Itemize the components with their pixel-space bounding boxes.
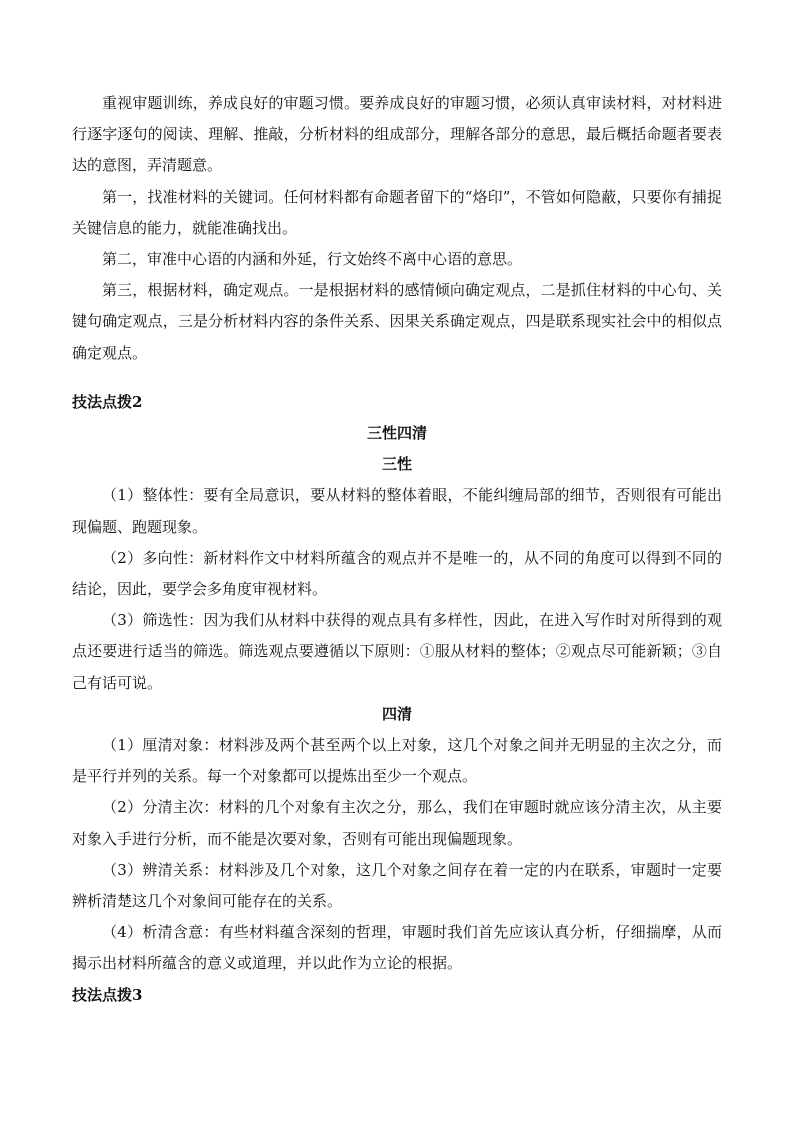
intro-paragraph-2: 第一，找准材料的关键词。任何材料都有命题者留下的“烙印”，不管如何隐蔽，只要你有捕捉关键信息的能力，就能准确找出。 [72, 187, 722, 237]
subtitle-four-clarities: 四清 [381, 704, 412, 723]
four-clarities-item-3: （3）辨清关系：材料涉及几个对象，这几个对象之间存在着一定的内在联系，审题时一定要辨析清楚这几个对象间可能存在的关系。 [72, 860, 722, 911]
four-clarities-item-4: （4）析清含意：有些材料蕴含深刻的哲理，审题时我们首先应该认真分析，仔细揣摩，从而揭示出材料所蕴含的意义或道理，并以此作为立论的根据。 [72, 923, 722, 973]
three-natures-item-1: （1）整体性：要有全局意识，要从材料的整体着眼，不能纠缠局部的细节，否则很有可能出现偏题、跑题现象。 [72, 486, 722, 536]
four-clarities-item-1: （1）厘清对象：材料涉及两个甚至两个以上对象，这几个对象之间并无明显的主次之分，而是平行并列的关系。每一个对象都可以提炼出至少一个观点。 [72, 736, 722, 786]
section-title: 三性四清 [366, 424, 427, 443]
intro-paragraph-4: 第三，根据材料，确定观点。一是根据材料的感情倾向确定观点，二是抓住材料的中心句、关键句确定观点，三是分析材料内容的条件关系、因果关系确定观点，四是联系现实社会中的相似点确定观点。 [72, 281, 722, 362]
three-natures-item-3: （3）筛选性：因为我们从材料中获得的观点具有多样性，因此，在进入写作时对所得到的观点还要进行适当的筛选。筛选观点要遵循以下原则：①服从材料的整体；②观点尽可能新颖；③自己有话可说。 [72, 611, 722, 692]
intro-paragraph-3: 第二，审准中心语的内涵和外延，行文始终不离中心语的意思。 [102, 250, 523, 269]
section-heading-2: 技法点拨2 [72, 392, 143, 411]
document-page [72, 88, 722, 1011]
section-gap [72, 369, 722, 387]
subtitle-three-natures: 三性 [381, 455, 412, 474]
section-heading-3: 技法点拨3 [72, 985, 143, 1004]
intro-paragraph-1: 重视审题训练，养成良好的审题习惯。要养成良好的审题习惯，必须认真审读材料，对材料进行逐字逐句的阅读、理解、推敲，分析材料的组成部分，理解各部分的意思，最后概括命题者要表达的意图，弄清题意。 [72, 94, 722, 175]
four-clarities-item-2: （2）分清主次：材料的几个对象有主次之分，那么，我们在审题时就应该分清主次，从主要对象入手进行分析，而不能是次要对象，否则有可能出现偏题现象。 [72, 798, 722, 848]
three-natures-item-2: （2）多向性：新材料作文中材料所蕴含的观点并不是唯一的，从不同的角度可以得到不同的结论，因此，要学会多角度审视材料。 [72, 548, 722, 599]
